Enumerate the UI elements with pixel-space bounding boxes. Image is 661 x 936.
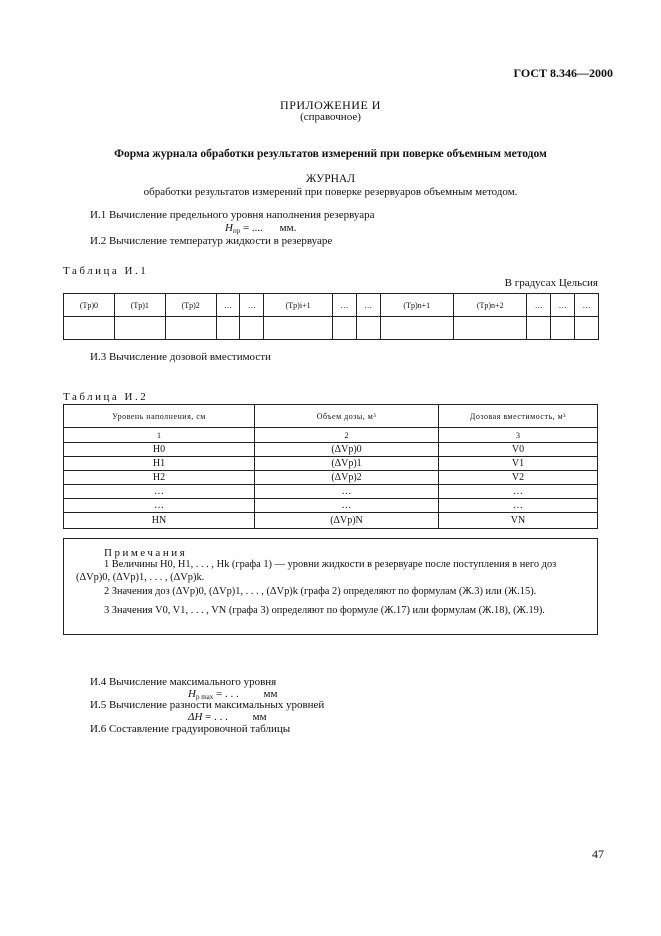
table-1-empty-cell [356, 317, 380, 340]
table-1-header-cell: (Tр)2 [165, 294, 216, 317]
table-cell: V0 [439, 443, 598, 457]
table-1-empty-cell [64, 317, 115, 340]
table-2-number-row [64, 428, 598, 443]
table-row [64, 499, 598, 513]
table-cell: … [255, 499, 439, 513]
page-number: 47 [592, 847, 604, 861]
column-number: 2 [255, 428, 439, 443]
section-1-heading: И.1 Вычисление предельного уровня наполнения резервуара [90, 209, 375, 221]
table-row [64, 513, 598, 529]
formula-unit: мм [263, 688, 278, 700]
table-2-header-cell: Объем дозы, м³ [255, 405, 439, 428]
section-4-heading: И.4 Вычисление максимального уровня [90, 676, 277, 688]
table-cell: H0 [64, 443, 255, 457]
formula-eq: = .... [242, 222, 263, 234]
table-cell: VN [439, 513, 598, 529]
section-5-heading: И.5 Вычисление разности максимальных уровней [90, 699, 325, 711]
table-1-empty-cell [380, 317, 453, 340]
table-1-empty-cell [575, 317, 599, 340]
formula-sub: пр [232, 227, 241, 235]
table-cell: … [439, 499, 598, 513]
table-1-empty-cell [454, 317, 527, 340]
table-1-header-cell: (Tр)0 [64, 294, 115, 317]
table-1-empty-cell [332, 317, 356, 340]
formula-unit: мм [252, 711, 267, 723]
form-title: Форма журнала обработки результатов измерений при поверке объемным методом [114, 148, 547, 160]
formula-var: ΔH [188, 711, 203, 723]
table-cell: (ΔVр)N [255, 513, 439, 529]
formula-sub: р max [195, 693, 214, 701]
formula-var: H [188, 688, 196, 700]
table-cell: … [64, 499, 255, 513]
table-2-caption: Таблица И.2 [63, 391, 149, 403]
table-cell: … [255, 485, 439, 499]
table-cell: … [439, 485, 598, 499]
table-1-header-cell: … [527, 294, 551, 317]
table-1-units: В градусах Цельсия [504, 277, 598, 289]
note-1: 1 Величины H0, H1, . . . , Hk (графа 1) — уровни жидкости в резервуаре после поступления в него доз [104, 559, 557, 570]
column-number: 3 [439, 428, 598, 443]
journal-subtitle: обработки результатов измерений при поверке резервуаров объемным методом. [143, 186, 518, 198]
formula-unit: мм. [279, 222, 297, 234]
table-row [64, 457, 598, 471]
table-1-header-cell: … [551, 294, 575, 317]
table-1-header-cell: … [575, 294, 599, 317]
table-cell: (ΔVр)0 [255, 443, 439, 457]
table-1-empty-cell [264, 317, 333, 340]
table-1-empty-cell [114, 317, 165, 340]
table-1-header-row [64, 294, 599, 317]
table-cell: V2 [439, 471, 598, 485]
note-2: 2 Значения доз (ΔVр)0, (ΔVр)1, . . . , (ΔVр)k (графа 2) определяют по формулам (Ж.3) или (Ж.15). [104, 586, 537, 597]
table-1-header-cell: … [240, 294, 264, 317]
table-2-header-cell: Уровень наполнения, см [64, 405, 255, 428]
table-1-header-cell: (Tр)i+1 [264, 294, 333, 317]
journal-title: ЖУРНАЛ [305, 173, 356, 185]
formula-eq: = . . . [205, 711, 228, 723]
table-1-caption: Таблица И.1 [63, 265, 149, 277]
gost-header: ГОСТ 8.346—2000 [513, 66, 613, 80]
table-1-empty-cell [527, 317, 551, 340]
table-1-header-cell: … [216, 294, 240, 317]
notes-title: Примечания [104, 547, 188, 559]
formula-var: H [225, 222, 233, 234]
table-cell: V1 [439, 457, 598, 471]
table-1 [63, 293, 599, 340]
section-3-heading: И.3 Вычисление дозовой вместимости [90, 351, 271, 363]
note-1-cont: (ΔVр)0, (ΔVр)1, . . . , (ΔVр)k. [76, 572, 205, 583]
table-row [64, 471, 598, 485]
table-cell: H1 [64, 457, 255, 471]
section-2-heading: И.2 Вычисление температур жидкости в резервуаре [90, 235, 333, 247]
table-cell: HN [64, 513, 255, 529]
table-1-empty-cell [165, 317, 216, 340]
table-cell: (ΔVр)2 [255, 471, 439, 485]
table-1-header-cell: … [332, 294, 356, 317]
appendix-title: ПРИЛОЖЕНИЕ И [280, 98, 381, 112]
table-cell: … [64, 485, 255, 499]
column-number: 1 [64, 428, 255, 443]
table-1-empty-cell [240, 317, 264, 340]
table-2 [63, 404, 598, 529]
table-1-empty-row [64, 317, 599, 340]
table-row [64, 485, 598, 499]
table-1-empty-cell [216, 317, 240, 340]
table-1-header-cell: (Tр)n+2 [454, 294, 527, 317]
section-1-formula [225, 222, 296, 235]
table-1-header-cell: … [356, 294, 380, 317]
table-cell: H2 [64, 471, 255, 485]
appendix-subtitle: (справочное) [300, 111, 361, 123]
table-2-header-cell: Дозовая вместимость, м³ [439, 405, 598, 428]
table-1-header-cell: (Tр)n+1 [380, 294, 453, 317]
section-6-heading: И.6 Составление градуировочной таблицы [90, 723, 291, 735]
formula-eq: = . . . [216, 688, 239, 700]
notes-box [63, 538, 598, 635]
table-2-header-row [64, 405, 598, 428]
table-1-empty-cell [551, 317, 575, 340]
table-row [64, 443, 598, 457]
section-5-formula [188, 711, 267, 723]
table-1-header-cell: (Tр)1 [114, 294, 165, 317]
table-cell: (ΔVр)1 [255, 457, 439, 471]
note-3: 3 Значения V0, V1, . . . , VN (графа 3) определяют по формуле (Ж.17) или формулам (Ж.18), (Ж.19). [104, 605, 545, 616]
